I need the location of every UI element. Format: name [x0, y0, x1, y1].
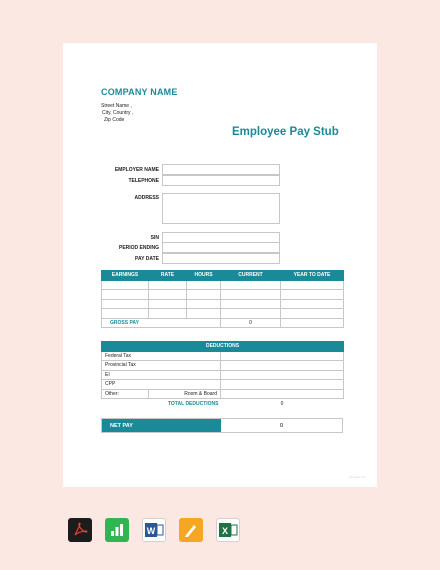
word-icon[interactable] [142, 518, 166, 542]
city-line: City, Country , [102, 110, 134, 116]
period-ending-field[interactable] [162, 242, 280, 253]
current-col-header: CURRENT [221, 271, 281, 281]
sin-label: SIN [150, 235, 159, 241]
room-board-label: Room & Board [149, 389, 221, 399]
telephone-label: TELEPHONE [128, 178, 159, 184]
table-cell[interactable] [221, 309, 281, 319]
excel-icon[interactable] [216, 518, 240, 542]
table-cell[interactable] [102, 290, 149, 300]
period-ending-label: PERIOD ENDING [118, 245, 159, 251]
table-cell[interactable] [149, 299, 187, 309]
total-deductions-value: 0 [280, 400, 284, 407]
table-row [102, 370, 344, 380]
table-cell[interactable] [221, 280, 281, 290]
other-label: Other: [102, 389, 149, 399]
table-row [102, 309, 344, 319]
table-cell[interactable] [221, 370, 344, 380]
document-title: Employee Pay Stub [232, 126, 339, 138]
address-label: ADDRESS [134, 195, 159, 201]
svg-text:X: X [221, 526, 229, 536]
gross-pay-value: 0 [221, 318, 281, 328]
pdf-icon[interactable] [68, 518, 92, 542]
earnings-table [101, 270, 344, 328]
svg-text:W: W [146, 526, 156, 536]
table-cell[interactable] [281, 299, 344, 309]
total-deductions-label: TOTAL DEDUCTIONS [167, 400, 219, 407]
table-cell[interactable] [221, 380, 344, 390]
table-cell[interactable] [281, 280, 344, 290]
table-cell[interactable] [187, 280, 221, 290]
net-pay-box [101, 418, 343, 433]
earnings-header-row [102, 271, 344, 281]
rate-col-header: RATE [149, 271, 187, 281]
street-line: Street Name , [101, 103, 132, 109]
net-pay-label: NET PAY [102, 419, 221, 432]
table-cell[interactable] [102, 309, 149, 319]
table-cell[interactable] [281, 309, 344, 319]
table-cell[interactable] [102, 299, 149, 309]
table-cell[interactable] [281, 318, 344, 328]
ytd-col-header: YEAR TO DATE [281, 271, 344, 281]
numbers-icon[interactable] [105, 518, 129, 542]
table-row [102, 361, 344, 371]
table-cell[interactable] [221, 290, 281, 300]
table-row [102, 351, 344, 361]
table-cell[interactable] [149, 280, 187, 290]
table-cell[interactable] [221, 389, 344, 399]
table-cell[interactable] [221, 361, 344, 371]
table-cell[interactable] [187, 290, 221, 300]
pay-date-field[interactable] [162, 253, 280, 264]
employer-name-label: EMPLOYER NAME [114, 167, 159, 173]
spacer-cell [102, 399, 149, 409]
table-row [102, 389, 344, 399]
cpp-label: CPP [102, 380, 221, 390]
employer-name-field[interactable] [162, 164, 280, 175]
table-row [102, 280, 344, 290]
pay-date-label: PAY DATE [135, 256, 159, 262]
table-cell[interactable] [149, 290, 187, 300]
gross-pay-label: GROSS PAY [102, 318, 221, 328]
table-cell[interactable] [221, 299, 281, 309]
table-row [102, 290, 344, 300]
company-name: COMPANY NAME [101, 87, 178, 97]
ei-label: EI [102, 370, 221, 380]
table-cell[interactable] [187, 299, 221, 309]
table-cell[interactable] [187, 309, 221, 319]
watermark: template.net [349, 475, 366, 479]
total-deductions-row [102, 399, 344, 409]
gross-pay-row [102, 318, 344, 328]
net-pay-value: 0 [279, 422, 284, 429]
table-row [102, 380, 344, 390]
table-cell[interactable] [102, 280, 149, 290]
table-cell[interactable] [281, 290, 344, 300]
telephone-field[interactable] [162, 175, 280, 186]
hours-col-header: HOURS [187, 271, 221, 281]
deductions-table [101, 341, 344, 408]
table-row [102, 299, 344, 309]
pages-icon[interactable] [179, 518, 203, 542]
zip-line: Zip Code [104, 117, 125, 123]
deductions-header-row [102, 342, 344, 352]
provincial-tax-label: Provincial Tax [102, 361, 221, 371]
address-field[interactable] [162, 193, 280, 224]
app-icons-row [68, 518, 240, 542]
deductions-header: DEDUCTIONS [102, 342, 344, 352]
table-cell[interactable] [149, 309, 187, 319]
federal-tax-label: Federal Tax [102, 351, 221, 361]
table-cell[interactable] [221, 351, 344, 361]
earnings-col-header: EARNINGS [102, 271, 149, 281]
